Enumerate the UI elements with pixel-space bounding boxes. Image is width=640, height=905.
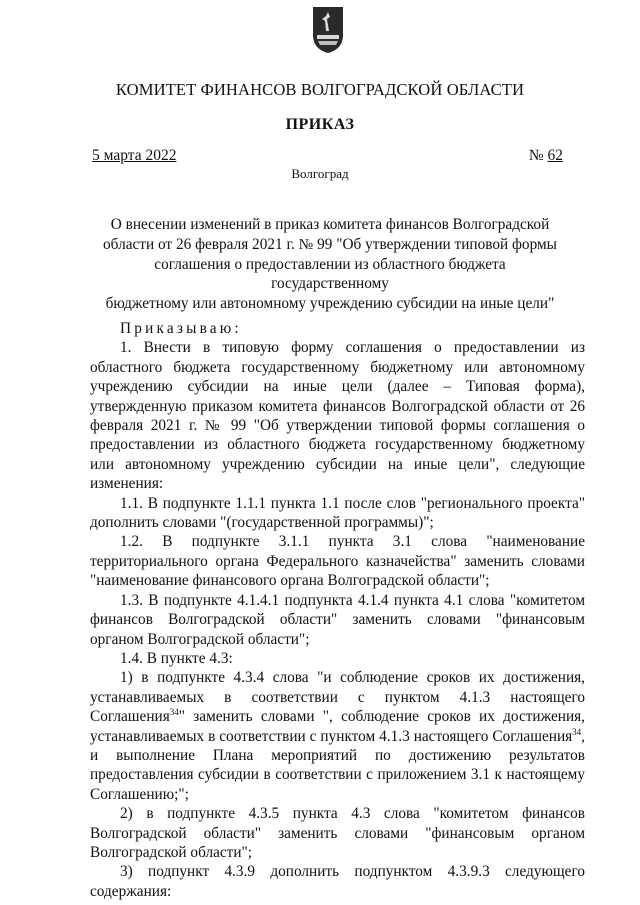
- order-number: [529, 147, 563, 165]
- subject-line: области от 26 февраля 2021 г. № 99 "Об утверждении типовой формы: [103, 235, 557, 253]
- paragraph-1-3: 1.3. В подпункте 4.1.4.1 подпункта 4.1.4 пункта 4.1 слова "комитетом финансов Волгоградской области" заменить словами "финансовым органом Волгоградской области";: [90, 591, 585, 648]
- item-1-text-a: 1) в подпункте 4.3.4 слова "и соблюдение сроков их достижения, устанавливаемых в соответствии с пунктом 4.1.3 настоящего Соглашения: [90, 669, 585, 726]
- order-word: Приказываю:: [120, 320, 242, 337]
- item-1-text-b: заменить словами ", соблюдение сроков их достижения, устанавливаемых в соответствии с пунктом 4.1.3 настоящего Соглашения: [90, 708, 585, 745]
- subject-line: соглашения о предоставлении из областного бюджета государственному: [154, 255, 506, 293]
- paragraph-1-2: 1.2. В подпункте 3.1.1 пункта 3.1 слова "наименование территориального органа Федерального казначейства" заменить словами "наименование финансового органа Волгоградской области";: [90, 533, 585, 590]
- paragraph-1-4-item-1: 1) в подпункте 4.3.4 слова "и соблюдение сроков их достижения, устанавливаемых в соответствии с пунктом 4.1.3 настоящего Соглашения$^{34}$" заменить словами ", соблюдение сроков их достижения, устанавливаемых в соответствии с пунктом 4.1.3 настоящего Соглашения$^{34}$, и выполнение Плана мероприятий по достижению результатов предоставления субсидии в соответствии с приложением 3.1 к настоящему Соглашению;";: [90, 669, 585, 803]
- order-body: [90, 319, 585, 901]
- paragraph-1-4-item-2: 2) в подпункте 4.3.5 пункта 4.3 слова "комитетом финансов Волгоградской области" заменить словами "финансовым органом Волгоградской области";: [90, 805, 585, 861]
- paragraph-1-4-item-3: 3) подпункт 4.3.9 дополнить подпунктом 4.3.9.3 следующего содержания:: [90, 863, 585, 900]
- paragraph-1-4: 1.4. В пункте 4.3:: [120, 649, 233, 667]
- paragraph-1-1: 1.1. В подпункте 1.1.1 пункта 1.1 после слов "регионального проекта" дополнить словами "(государственной программы)";: [90, 494, 585, 532]
- document-type-title: ПРИКАЗ: [285, 116, 355, 133]
- subject-line: О внесении изменений в приказ комитета финансов Волгоградской: [110, 216, 550, 233]
- subject-line: бюджетному или автономному учреждению субсидии на иные цели": [105, 295, 555, 313]
- number-sign: №: [528, 147, 544, 164]
- committee-name: КОМИТЕТ ФИНАНСОВ ВОЛГОГРАДСКОЙ ОБЛАСТИ: [115, 80, 525, 99]
- city-name: Волгоград: [291, 166, 349, 181]
- coat-of-arms-emblem: [310, 5, 346, 55]
- footnote-ref: 34: [169, 707, 179, 718]
- item-1-text-c: , и выполнение Плана мероприятий по достижению результатов предоставления субсидии в соответствии с приложением 3.1 к настоящему Соглашению;";: [90, 727, 585, 803]
- footnote-ref: 34: [572, 726, 582, 737]
- paragraph-1: 1. Внести в типовую форму соглашения о предоставлении из областного бюджета государственному бюджетному или автономному учреждению субсидии на иные цели (далее – Типовая форма), утвержденную приказом комитета финансов Волгоградской области от 26 февраля 2021 г. № 99 "Об утверждении типовой формы соглашения о предоставлении из областного бюджета государственному бюджетному или автономному учреждению субсидии на иные цели", следующие изменения:: [90, 339, 585, 493]
- order-date: 5 марта 2022: [92, 147, 177, 164]
- number-value: 62: [547, 147, 563, 164]
- order-subject: [100, 215, 560, 314]
